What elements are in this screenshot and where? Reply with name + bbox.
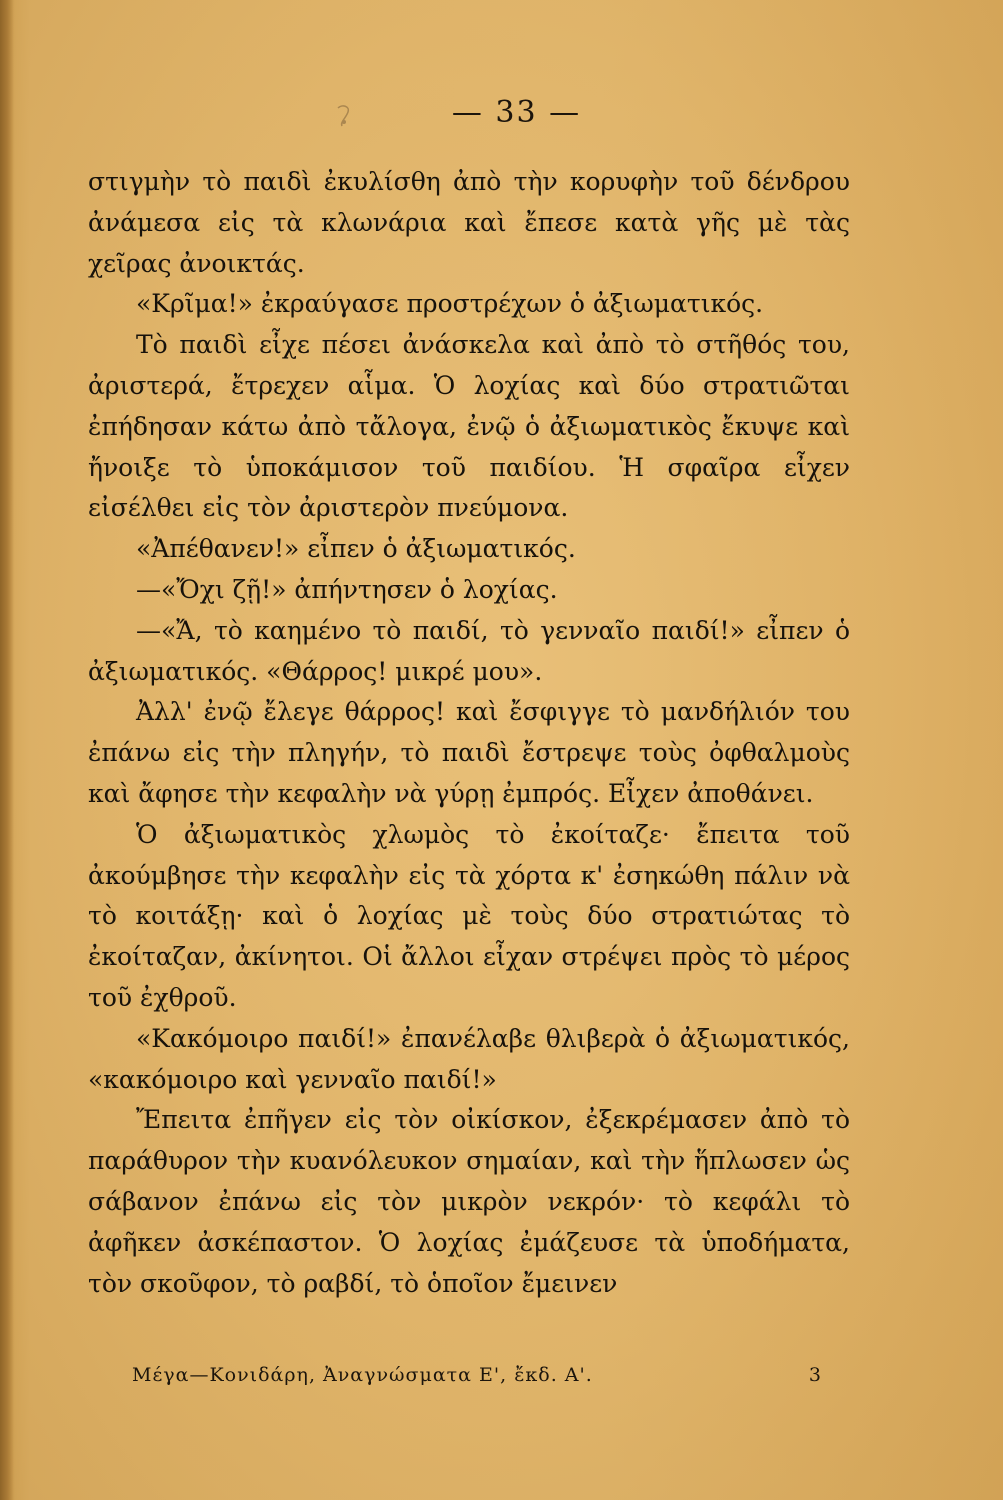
paragraph: «Κρῖμα!» ἐκραύγασε προστρέχων ὁ ἀξιωματικός.	[136, 289, 764, 319]
body-text	[88, 162, 850, 1304]
paragraph: «Ἀπέθανεν!» εἶπεν ὁ ἀξιωματικός.	[136, 534, 576, 564]
paragraph: —«Ἄ, τὸ καημένο τὸ παιδί, τὸ γενναῖο παιδί!» εἶπεν ὁ ἀξιωματικός. «Θάρρος! μικρέ μου».	[88, 615, 850, 686]
paragraph: «Κακόμοιρο παιδί!» ἐπανέλαβε θλιβερὰ ὁ ἀξιωματικός, «κακόμοιρο καὶ γενναῖο παιδί!»	[88, 1023, 850, 1094]
page-number: — 33 —	[451, 95, 582, 130]
paragraph: Ἔπειτα ἐπῆγεν εἰς τὸν οἰκίσκον, ἐξεκρέμασεν ἀπὸ τὸ παράθυρον τὴν κυανόλευκον σημαίαν, καὶ τὴν ἥπλωσεν ὡς σάβανον ἐπάνω εἰς τὸν μικρὸν νεκρόν· τὸ κεφάλι τὸ ἀφῆκεν ἀσκέπαστον. Ὁ λοχίας ἐμάζευσε τὰ ὑποδήματα, τὸν σκοῦφον, τὸ ραβδί, τὸ ὁποῖον ἔμεινεν	[88, 1105, 850, 1298]
footer-sheet-number: 3	[808, 1364, 822, 1386]
paragraph: Τὸ παιδὶ εἶχε πέσει ἀνάσκελα καὶ ἀπὸ τὸ στῆθός του, ἀριστερά, ἔτρεχεν αἷμα. Ὁ λοχίας καὶ δύο στρατιῶται ἐπήδησαν κάτω ἀπὸ τἄλογα, ἐνῷ ὁ ἀξιωματικὸς ἔκυψε καὶ ἤνοιξε τὸ ὑποκάμισον τοῦ παιδίου. Ἡ σφαῖρα εἶχεν εἰσέλθει εἰς τὸν ἀριστερὸν πνεύμονα.	[88, 330, 850, 523]
paragraph: στιγμὴν τὸ παιδὶ ἐκυλίσθη ἀπὸ τὴν κορυφὴν τοῦ δένδρου ἀνάμεσα εἰς τὰ κλωνάρια καὶ ἔπεσε κατὰ γῆς μὲ τὰς χεῖρας ἀνοικτάς.	[88, 167, 850, 278]
paragraph: Ὁ ἀξιωματικὸς χλωμὸς τὸ ἐκοίταζε· ἔπειτα τοῦ ἀκούμβησε τὴν κεφαλὴν εἰς τὰ χόρτα κ' ἐσηκώθη πάλιν νὰ τὸ κοιτάξῃ· καὶ ὁ λοχίας μὲ τοὺς δύο στρατιώτας τὸ ἐκοίταζαν, ἀκίνητοι. Οἱ ἄλλοι εἶχαν στρέψει πρὸς τὸ μέρος τοῦ ἐχθροῦ.	[88, 819, 850, 1012]
page-spine-shadow	[0, 0, 14, 1500]
footer-signature: Μέγα—Κονιδάρη, Ἀναγνώσματα Ε', ἔκδ. Α'.	[132, 1364, 593, 1386]
page-footer	[132, 1364, 822, 1386]
paragraph: Ἀλλ' ἐνῷ ἔλεγε θάρρος! καὶ ἔσφιγγε τὸ μανδήλιόν του ἐπάνω εἰς τὴν πληγήν, τὸ παιδὶ ἔστρεψε τοὺς ὀφθαλμοὺς καὶ ἄφησε τὴν κεφαλὴν νὰ γύρῃ ἐμπρός. Εἶχεν ἀποθάνει.	[88, 697, 850, 808]
paragraph: —«Ὄχι ζῇ!» ἀπήντησεν ὁ λοχίας.	[136, 574, 558, 604]
